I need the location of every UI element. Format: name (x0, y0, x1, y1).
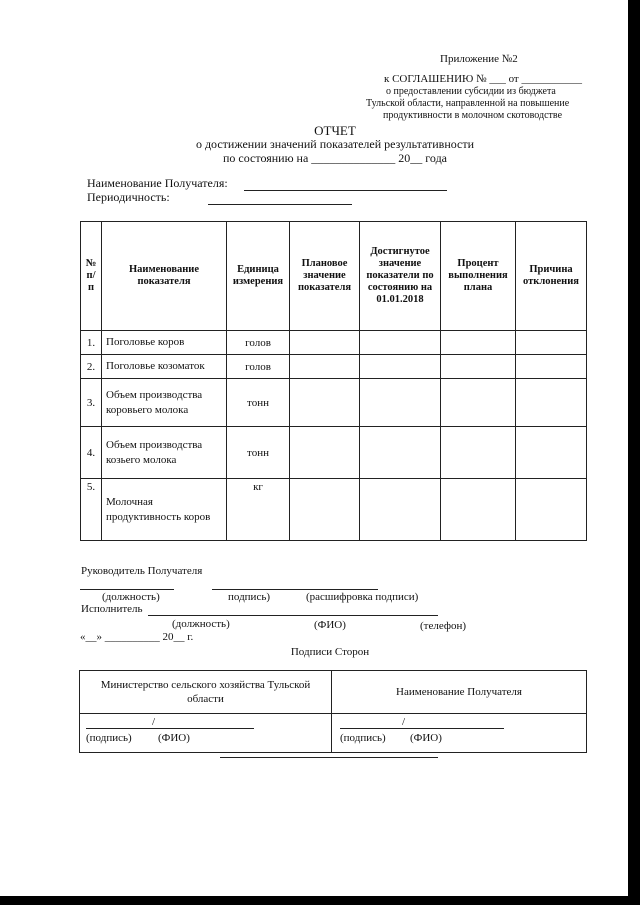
ministry-slash: / (152, 716, 156, 728)
head-decoding-caption: (расшифровка подписи) (306, 591, 419, 603)
recipient-signature-line (340, 728, 504, 729)
row-unit: тонн (227, 379, 290, 427)
executor-line (148, 615, 438, 616)
head-position-line (80, 589, 174, 590)
ministry-fio-caption: (ФИО) (158, 732, 190, 744)
head-signature-caption: подпись) (228, 591, 271, 603)
recipient-sig-caption: (подпись) (340, 732, 386, 744)
recipient-cell: Наименование Получателя (332, 671, 587, 714)
row-name: Объем производства коровьего молока (102, 379, 227, 427)
table-row (81, 427, 587, 479)
recipient-name-line (244, 190, 447, 191)
row-planned-cell (290, 427, 360, 479)
executor-phone-caption: (телефон) (420, 620, 467, 632)
row-percent-cell (441, 427, 516, 479)
row-reason-cell (516, 355, 587, 379)
periodicity-line (208, 204, 352, 205)
table-row (81, 379, 587, 427)
row-unit: тонн (227, 427, 290, 479)
scan-edge-right (628, 0, 640, 905)
row-name: Объем производства козьего молока (102, 427, 227, 479)
row-num: 1. (81, 331, 102, 355)
row-reason-cell (516, 379, 587, 427)
row-percent-cell (441, 479, 516, 541)
periodicity-label: Периодичность: (87, 190, 170, 204)
date-line: «__» __________ 20__ г. (80, 631, 194, 643)
header-num: № п/п (81, 222, 102, 331)
row-reason-cell (516, 427, 587, 479)
row-num: 5. (81, 479, 102, 541)
executor-position-caption: (должность) (172, 618, 230, 630)
recipient-name-label: Наименование Получателя: (87, 176, 228, 190)
subsidy-line-1: о предоставлении субсидии из бюджета (386, 86, 556, 97)
recipient-fio-caption: (ФИО) (410, 732, 442, 744)
row-num: 3. (81, 379, 102, 427)
report-subtitle: о достижении значений показателей результативности (195, 137, 475, 151)
row-name: Поголовье козоматок (102, 355, 227, 379)
row-reason-cell (516, 331, 587, 355)
row-unit: кг (227, 479, 290, 541)
row-achieved-cell (360, 355, 441, 379)
row-name: Молочная продуктивность коров (102, 479, 227, 541)
row-achieved-cell (360, 479, 441, 541)
header-unit: Единица измерения (227, 222, 290, 331)
subsidy-line-2: Тульской области, направленной на повышение (366, 98, 570, 109)
row-reason-cell (516, 479, 587, 541)
row-percent-cell (441, 355, 516, 379)
head-position-caption: (должность) (102, 591, 160, 603)
row-unit: голов (227, 355, 290, 379)
row-achieved-cell (360, 379, 441, 427)
parties-title: Подписи Сторон (290, 646, 370, 658)
row-planned-cell (290, 355, 360, 379)
row-achieved-cell (360, 427, 441, 479)
ministry-signature-cell (80, 714, 332, 753)
closing-line (220, 757, 438, 758)
row-planned-cell (290, 479, 360, 541)
agreement-line: к СОГЛАШЕНИЮ № ___ от ___________ (384, 73, 582, 85)
header-achieved: Достигнутое значение показатели по состоянию на 01.01.2018 (360, 222, 441, 331)
row-percent-cell (441, 379, 516, 427)
header-percent: Процент выполнения плана (441, 222, 516, 331)
row-planned-cell (290, 379, 360, 427)
row-unit: голов (227, 331, 290, 355)
table-row (81, 331, 587, 355)
row-name: Поголовье коров (102, 331, 227, 355)
indicators-table (80, 221, 587, 541)
appendix-label: Приложение №2 (440, 53, 518, 65)
executor-fio-caption: (ФИО) (314, 619, 346, 631)
recipient-slash: / (402, 716, 406, 728)
head-label: Руководитель Получателя (81, 565, 203, 577)
head-signature-line (212, 589, 378, 590)
row-percent-cell (441, 331, 516, 355)
row-num: 2. (81, 355, 102, 379)
table-header-row (81, 222, 587, 331)
table-row (81, 479, 587, 541)
header-reason: Причина отклонения (516, 222, 587, 331)
ministry-signature-line (86, 728, 254, 729)
ministry-sig-caption: (подпись) (86, 732, 132, 744)
row-planned-cell (290, 331, 360, 355)
report-title: ОТЧЕТ (314, 123, 356, 138)
scan-edge-bottom (0, 896, 640, 905)
executor-label: Исполнитель (81, 603, 143, 615)
parties-signature-table (79, 670, 587, 753)
header-planned: Плановое значение показателя (290, 222, 360, 331)
table-row (81, 355, 587, 379)
ministry-cell: Министерство сельского хозяйства Тульской области (80, 671, 332, 714)
recipient-signature-cell (332, 714, 587, 753)
row-achieved-cell (360, 331, 441, 355)
subsidy-line-3: продуктивности в молочном скотоводстве (383, 110, 563, 121)
header-name: Наименование показателя (102, 222, 227, 331)
row-num: 4. (81, 427, 102, 479)
report-date-line: по состоянию на ______________ 20__ года (222, 151, 447, 165)
